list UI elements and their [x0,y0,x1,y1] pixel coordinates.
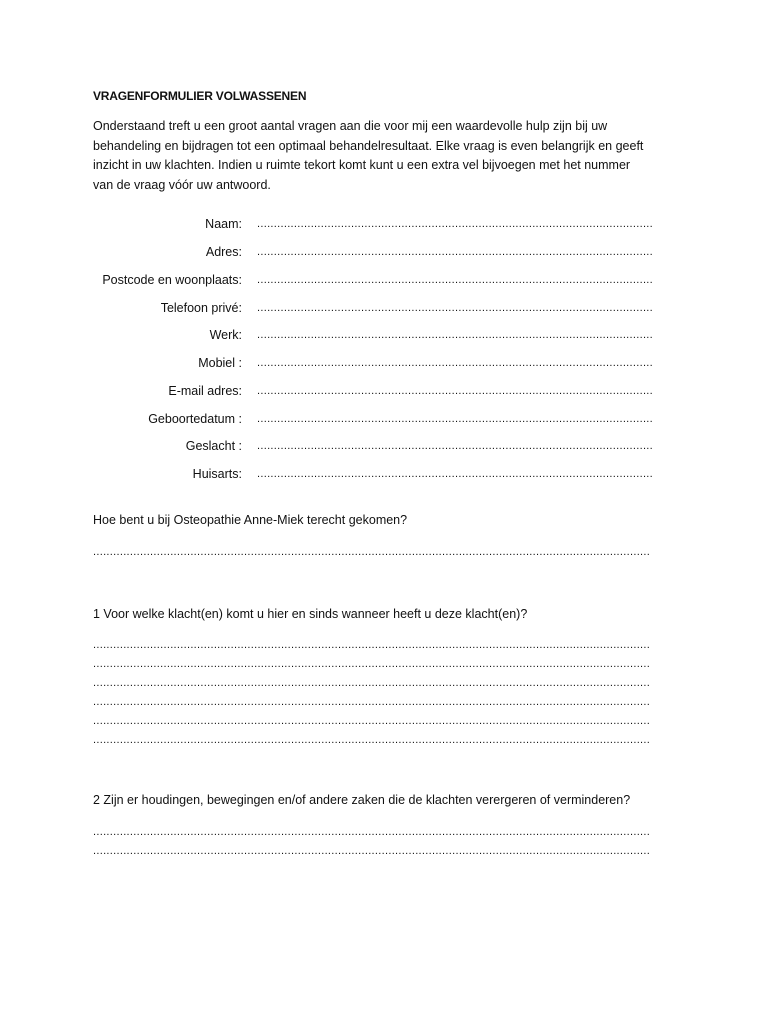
answer-line[interactable]: ...................................................................................................................................................................... [93,734,651,746]
field-input-line[interactable]: ...................................................................................................................... [257,385,654,397]
answer-line[interactable]: ...................................................................................................................................................................... [93,826,651,838]
field-input-line[interactable]: ...................................................................................................................... [257,357,654,369]
field-input-line[interactable]: ...................................................................................................................... [257,274,654,286]
field-label: Adres: [205,245,242,259]
field-input-line[interactable]: ...................................................................................................................... [257,218,654,230]
field-input-line[interactable]: ...................................................................................................................... [257,329,654,341]
intro-line: van de vraag vóór uw antwoord. [93,177,271,192]
field-label: Huisarts: [192,467,242,481]
answer-line[interactable]: ...................................................................................................................................................................... [93,715,651,727]
answer-line[interactable]: ...................................................................................................................................................................... [93,696,651,708]
field-label: E-mail adres: [168,384,242,398]
field-input-line[interactable]: ...................................................................................................................... [257,468,654,480]
field-row-huisarts [0,464,770,484]
field-row-naam [0,214,770,234]
answer-line[interactable]: ...................................................................................................................................................................... [93,845,651,857]
field-row-postcode [0,270,770,290]
field-label: Telefoon privé: [160,301,242,315]
field-input-line[interactable]: ...................................................................................................................... [257,302,654,314]
field-label: Mobiel : [198,356,242,370]
field-label: Geboortedatum : [148,412,242,426]
field-row-mobiel [0,353,770,373]
field-label: Postcode en woonplaats: [102,273,242,287]
intro-line: inzicht in uw klachten. Indien u ruimte tekort komt kunt u een extra vel bijvoegen met het nummer [93,158,631,172]
field-row-adres [0,242,770,262]
answer-line[interactable]: ...................................................................................................................................................................... [93,546,651,558]
answer-line[interactable]: ...................................................................................................................................................................... [93,639,651,651]
field-label: Geslacht : [185,439,242,453]
field-input-line[interactable]: ...................................................................................................................... [257,440,654,452]
intro-paragraph [93,117,693,195]
answer-line[interactable]: ...................................................................................................................................................................... [93,677,651,689]
intro-line: behandeling en bijdragen tot een optimaal behandelresultaat. Elke vraag is even belangrijk en geeft [93,138,644,153]
intro-line: Onderstaand treft u een groot aantal vragen aan die voor mij een waardevolle hulp zijn bij uw [93,119,608,133]
answer-line[interactable]: ...................................................................................................................................................................... [93,658,651,670]
field-input-line[interactable]: ...................................................................................................................... [257,246,654,258]
field-input-line[interactable]: ...................................................................................................................... [257,413,654,425]
field-row-werk [0,325,770,345]
question-1: 1 Voor welke klacht(en) komt u hier en sinds wanneer heeft u deze klacht(en)? [93,607,528,621]
field-row-email [0,381,770,401]
field-label: Werk: [209,328,242,342]
field-row-geboortedatum [0,409,770,429]
field-row-geslacht [0,436,770,456]
question-referral: Hoe bent u bij Osteopathie Anne-Miek terecht gekomen? [93,513,408,527]
field-row-telefoon [0,298,770,318]
field-label: Naam: [205,217,242,231]
form-title: VRAGENFORMULIER VOLWASSENEN [93,89,307,103]
question-2: 2 Zijn er houdingen, bewegingen en/of andere zaken die de klachten verergeren of verminderen? [93,793,631,807]
